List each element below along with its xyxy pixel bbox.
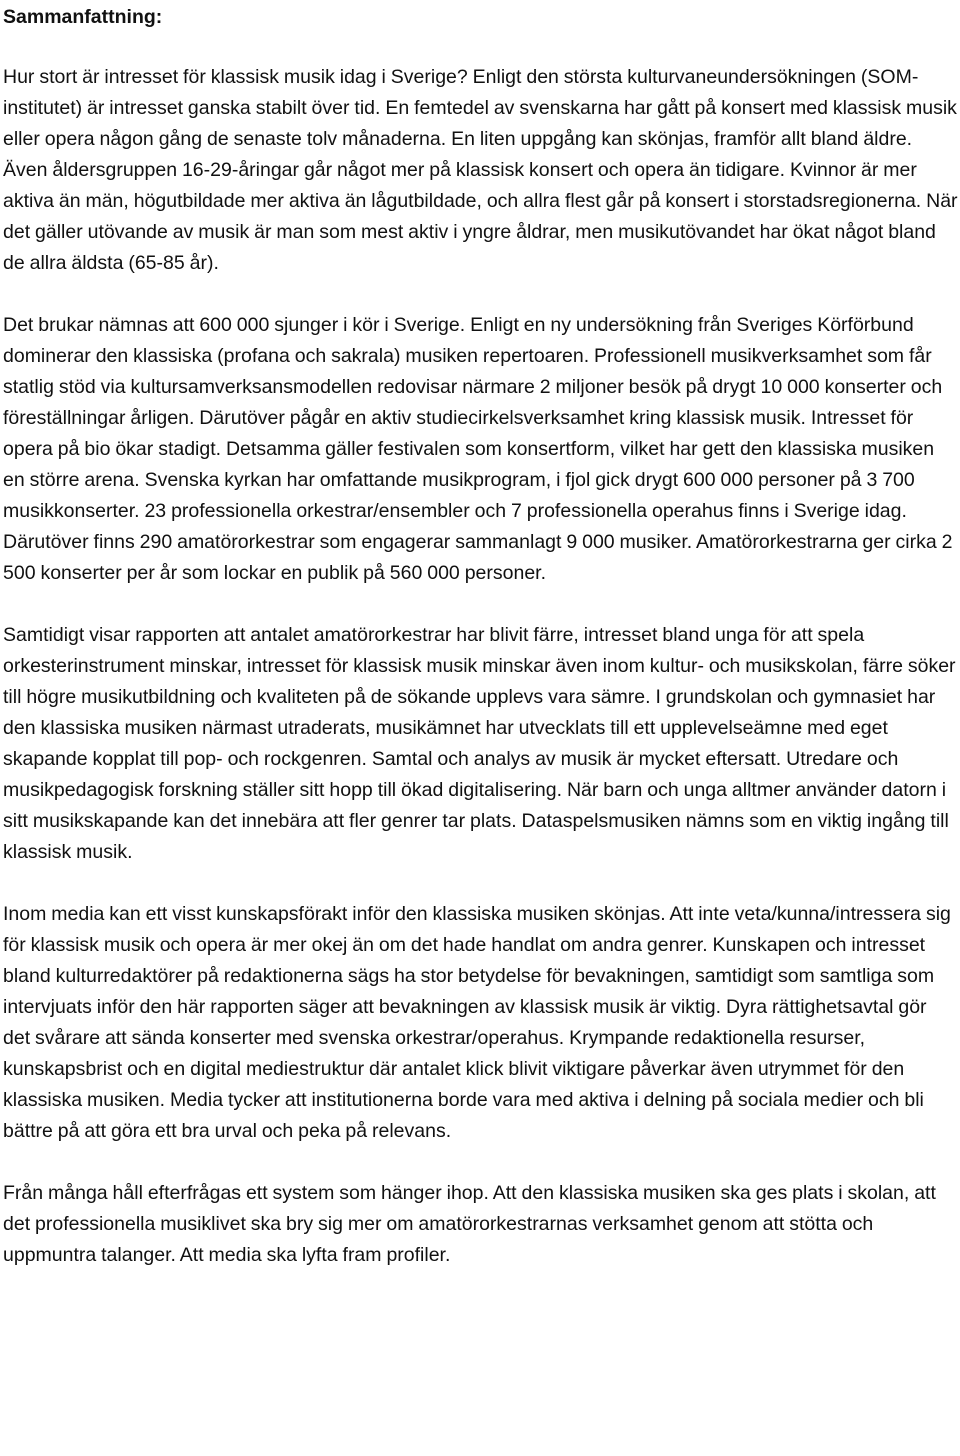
paragraph-interest-overview: Hur stort är intresset för klassisk musik idag i Sverige? Enligt den största kulturvaneundersökningen (SOM-institutet) är intresset ganska stabilt över tid. En femtedel av svenskarna har gått på konsert med klassisk musik eller opera någon gång de senaste tolv månaderna. En liten uppgång kan skönjas, framför allt bland äldre. Även åldersgruppen 16-29-åringar går något mer på klassisk konsert och opera än tidigare. Kvinnor är mer aktiva än män, högutbildade mer aktiva än lågutbildade, och allra flest går på konsert i storstadsregionerna. När det gäller utövande av musik är man som mest aktiv i yngre åldrar, men musikutövandet har ökat något bland de allra äldsta (65-85 år). <box>3 66 958 274</box>
summary-heading: Sammanfattning: <box>3 6 163 28</box>
paragraph-media-coverage: Inom media kan ett visst kunskapsförakt inför den klassiska musiken skönjas. Att inte veta/kunna/intressera sig för klassisk musik och opera är mer okej än om det hade handlat om andra genrer. Kunskapen och intresset bland kulturredaktörer på redaktionerna sägs ha stor betydelse för bevakningen, samtidigt som samtliga som intervjuats inför den här rapporten säger att bevakningen av klassisk musik är viktig. Dyra rättighetsavtal gör det svårare att sända konserter med svenska orkestrar/operahus. Krympande redaktionella resurser, kunskapsbrist och en digital mediestruktur där antalet klick blivit viktigare påverkar även utrymmet för den klassiska musiken. Media tycker att institutionerna borde vara med aktiva i delning på sociala medier och bli bättre på att göra ett bra urval och peka på relevans. <box>3 903 951 1142</box>
paragraph-conclusion: Från många håll efterfrågas ett system som hänger ihop. Att den klassiska musiken ska ges plats i skolan, att det professionella musiklivet ska bry sig mer om amatörorkestrarnas verksamhet genom att stötta och uppmuntra talanger. Att media ska lyfta fram profiler. <box>3 1182 936 1266</box>
paragraph-choirs-and-orchestras: Det brukar nämnas att 600 000 sjunger i kör i Sverige. Enligt en ny undersökning från Sveriges Körförbund dominerar den klassiska (profana och sakrala) musiken repertoaren. Professionell musikverksamhet som får statlig stöd via kultursamverksansmodellen redovisar närmare 2 miljoner besök på drygt 10 000 konserter och föreställningar årligen. Därutöver pågår en aktiv studiecirkelsverksamhet kring klassisk musik. Intresset för opera på bio ökar stadigt. Detsamma gäller festivalen som konsertform, vilket har gett den klassiska musiken en större arena. Svenska kyrkan har omfattande musikprogram, i fjol gick drygt 600 000 personer på 3 700 musikkonserter. 23 professionella orkestrar/ensembler och 7 professionella operahus finns i Sverige idag. Därutöver finns 290 amatörorkestrar som engagerar sammanlagt 9 000 musiker. Amatörorkestrarna ger cirka 2 500 konserter per år som lockar en publik på 560 000 personer. <box>3 314 953 584</box>
paragraph-declining-trends: Samtidigt visar rapporten att antalet amatörorkestrar har blivit färre, intresset bland unga för att spela orkesterinstrument minskar, intresset för klassisk musik minskar även inom kultur- och musikskolan, färre söker till högre musikutbildning och kvaliteten på de sökande upplevs vara sämre. I grundskolan och gymnasiet har den klassiska musiken närmast utraderats, musikämnet har utvecklats till ett upplevelseämne med eget skapande kopplat till pop- och rockgenren. Samtal och analys av musik är mycket eftersatt. Utredare och musikpedagogisk forskning ställer sitt hopp till ökad digitalisering. När barn och unga alltmer använder datorn i sitt musikskapande kan det innebära att fler genrer tar plats. Dataspelsmusiken nämns som en viktig ingång till klassisk musik. <box>3 624 956 863</box>
